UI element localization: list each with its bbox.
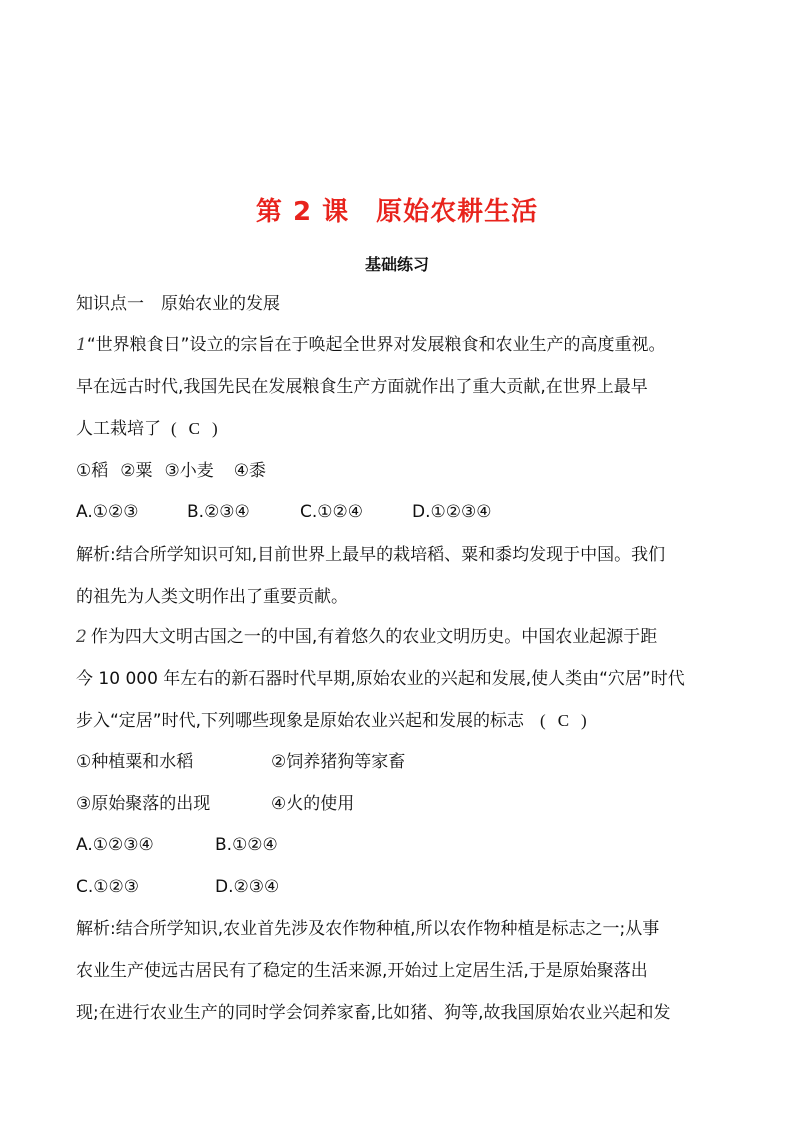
q1-answer-close: ) (212, 419, 218, 438)
q2-answer-close: ) (581, 711, 587, 730)
q1-analysis-1: 解析:结合所学知识可知,目前世界上最早的栽培稻、粟和黍均发现于中国。我们 (76, 545, 666, 565)
q1-option-b: B.②③④ (187, 502, 250, 522)
q1-text-3: 人工栽培了 (76, 419, 161, 439)
knowledge-point-heading: 知识点一 原始农业的发展 (76, 294, 280, 314)
q1-option-d: D.①②③④ (412, 502, 492, 522)
q2-item: ④火的使用 (271, 794, 355, 814)
q1-item: ④黍 (233, 461, 266, 481)
q1-item: ②粟 (120, 461, 153, 481)
q2-number: 2 (76, 627, 87, 647)
q1-item: ③小麦 (164, 461, 214, 481)
q2-text-3: 步入“定居”时代,下列哪些现象是原始农业兴起和发展的标志 (76, 711, 525, 731)
q2-answer-bracket (540, 711, 587, 730)
section-subtitle: 基础练习 (364, 255, 429, 274)
q1-option-c: C.①②④ (300, 502, 363, 522)
q2-option-c: C.①②③ (76, 877, 139, 897)
q2-analysis-1: 解析:结合所学知识,农业首先涉及农作物种植,所以农作物种植是标志之一;从事 (76, 919, 660, 939)
q2-analysis-2: 农业生产使远古居民有了稳定的生活来源,开始过上定居生活,于是原始聚落出 (76, 961, 648, 981)
q1-analysis-2: 的祖先为人类文明作出了重要贡献。 (76, 587, 348, 607)
q2-line-2: 今 10 000 年左右的新石器时代早期,原始农业的兴起和发展,使人类由“穴居”时代 (76, 669, 685, 689)
q1-item: ①稻 (76, 461, 109, 481)
q1-line-2: 早在远古时代,我国先民在发展粮食生产方面就作出了重大贡献,在世界上最早 (76, 377, 648, 397)
q2-item: ①种植粟和水稻 (76, 752, 194, 772)
q2-line-1 (76, 623, 736, 651)
q2-option-a: A.①②③④ (76, 835, 154, 855)
q2-text-1: 作为四大文明古国之一的中国,有着悠久的农业文明历史。中国农业起源于距 (90, 627, 658, 647)
q2-item: ②饲养猪狗等家畜 (271, 752, 406, 772)
q2-option-b: B.①②④ (215, 835, 278, 855)
lesson-title: 第 2 课 原始农耕生活 (255, 197, 539, 227)
q2-analysis-3: 现;在进行农业生产的同时学会饲养家畜,比如猪、狗等,故我国原始农业兴起和发 (76, 1003, 671, 1023)
q1-text-1: “世界粮食日”设立的宗旨在于唤起全世界对发展粮食和农业生产的高度重视。 (86, 335, 666, 355)
q1-answer: C (188, 419, 201, 438)
q1-items (76, 457, 736, 485)
q1-line-1 (76, 331, 736, 359)
q2-option-d: D.②③④ (215, 877, 280, 897)
q2-answer-open: ( (540, 711, 546, 730)
q1-answer-open: ( (171, 419, 177, 438)
q1-answer-bracket (171, 419, 218, 438)
q2-item: ③原始聚落的出现 (76, 794, 211, 814)
q1-option-a: A.①②③ (76, 502, 139, 522)
q1-number: 1 (76, 335, 87, 355)
q1-line-3 (76, 415, 736, 443)
q2-answer: C (557, 711, 570, 730)
q2-line-3 (76, 707, 736, 735)
